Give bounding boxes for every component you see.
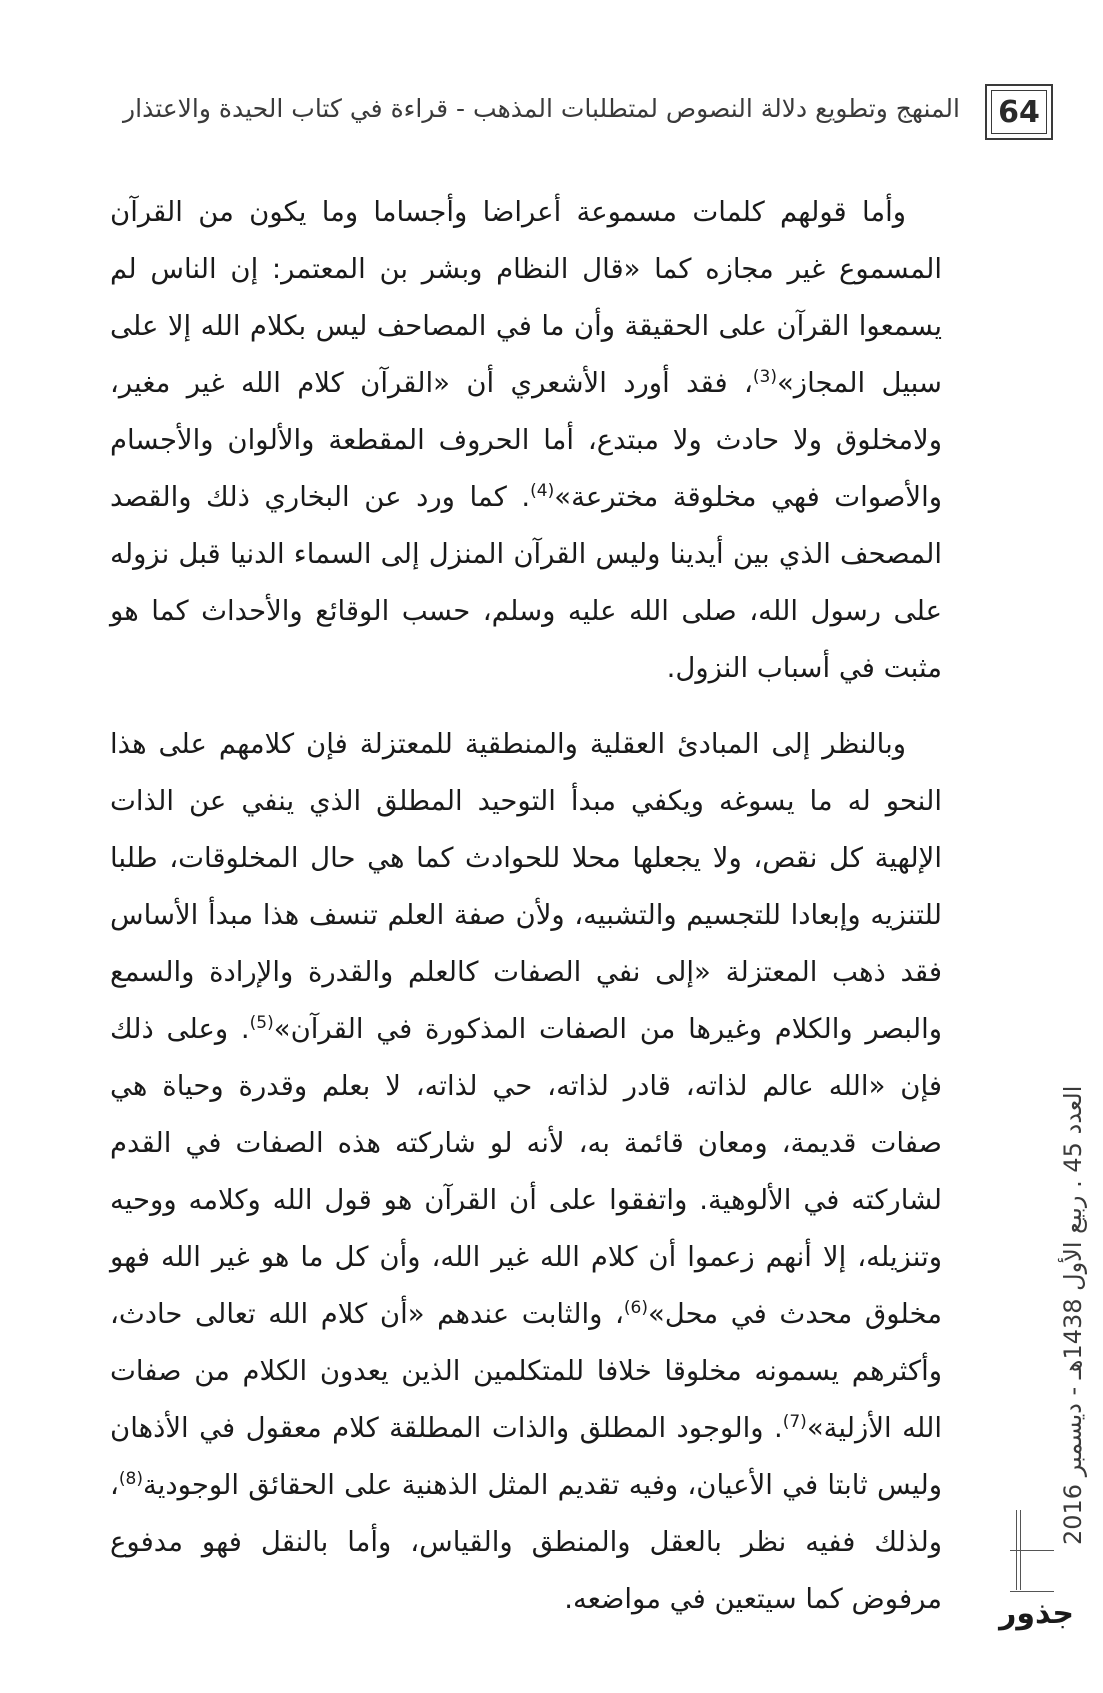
footnote-ref-6: (6) (623, 1297, 648, 1318)
footnote-ref-5: (5) (249, 1012, 274, 1033)
paragraph-1-text-b: ، فقد أورد الأشعري أن «القرآن كلام الله غير مغير، ولامخلوق ولا حادث ولا مبتدع، أما الحروف المقطعة والألوان والأجسام والأصوات فهي مخلوقة مخترعة» (110, 367, 942, 513)
footnote-ref-7: (7) (782, 1411, 807, 1432)
paragraph-2-text-e: ، ولذلك ففيه نظر بالعقل والمنطق والقياس، وأما بالنقل فهو مدفوع مرفوض كما سيتعين في مواضعه. (110, 1469, 942, 1615)
paragraph-2 (110, 716, 942, 1628)
running-header-title: المنهج وتطويع دلالة النصوص لمتطلبات المذهب - قراءة في كتاب الحيدة والاعتذار (123, 94, 960, 123)
footnote-ref-4: (4) (530, 480, 555, 501)
page-number: 64 (998, 94, 1040, 130)
paragraph-1-text-c: . كما ورد عن البخاري ذلك والقصد المصحف الذي بين أيدينا وليس القرآن المنزل إلى السماء الدنيا قبل نزوله على رسول الله، صلى الله عليه وسلم، حسب الوقائع والأحداث كما هو مثبت في أسباب النزول. (110, 481, 942, 684)
paragraph-2-text-b: . وعلى ذلك فإن «الله عالم لذاته، قادر لذاته، حي لذاته، لا بعلم وقدرة وحياة هي صفات قديمة، ومعان قائمة به، لأنه لو شاركته هذه الصفات في القدم لشاركته في الألوهية. واتفقوا على أن القرآن هو قول الله وكلامه ووحيه وتنزيله، إلا أنهم زعموا أن كلام الله غير الله، وأن كل ما هو غير الله فهو مخلوق محدث في محل» (110, 1013, 942, 1330)
footnote-ref-8: (8) (118, 1468, 143, 1489)
paragraph-1-text-a: وأما قولهم كلمات مسموعة أعراضا وأجساما وما يكون من القرآن المسموع غير مجازه كما «قال النظام وبشر بن المعتمر: إن الناس لم يسمعوا القرآن على الحقيقة وأن ما في المصاحف ليس بكلام الله إلا على سبيل المجاز» (110, 196, 942, 399)
margin-rule-bracket (1010, 1550, 1054, 1592)
paragraph-2-text-c: ، والثابت عندهم «أن كلام الله تعالى حادث، وأكثرهم يسمونه مخلوقا خلافا للمتكلمين الذين يعدون الكلام من صفات الله الأزلية» (110, 1298, 942, 1444)
footnote-ref-3: (3) (752, 366, 777, 387)
journal-logo: جذور (999, 1596, 1074, 1631)
issue-info-vertical: العدد 45 . ربيع الأول 1438هـ - ديسمبر 2016 (1059, 1085, 1087, 1545)
paragraph-1 (110, 184, 942, 697)
article-body (110, 184, 942, 1628)
paragraph-2-text-d: . والوجود المطلق والذات المطلقة كلام معقول في الأذهان وليس ثابتا في الأعيان، وفيه تقديم المثل الذهنية على الحقائق الوجودية (110, 1412, 942, 1501)
page-number-box (985, 84, 1053, 140)
paragraph-2-text-a: وبالنظر إلى المبادئ العقلية والمنطقية للمعتزلة فإن كلامهم على هذا النحو له ما يسوغه ويكفي مبدأ التوحيد المطلق الذي ينفي عن الذات الإلهية كل نقص، ولا يجعلها محلا للحوادث كما هي حال المخلوقات، طلبا للتنزيه وإبعادا للتجسيم والتشبيه، ولأن صفة العلم تنسف هذا مبدأ الأساس فقد ذهب المعتزلة «إلى نفي الصفات كالعلم والقدرة والإرادة والسمع والبصر والكلام وغيرها من الصفات المذكورة في القرآن» (110, 728, 942, 1045)
